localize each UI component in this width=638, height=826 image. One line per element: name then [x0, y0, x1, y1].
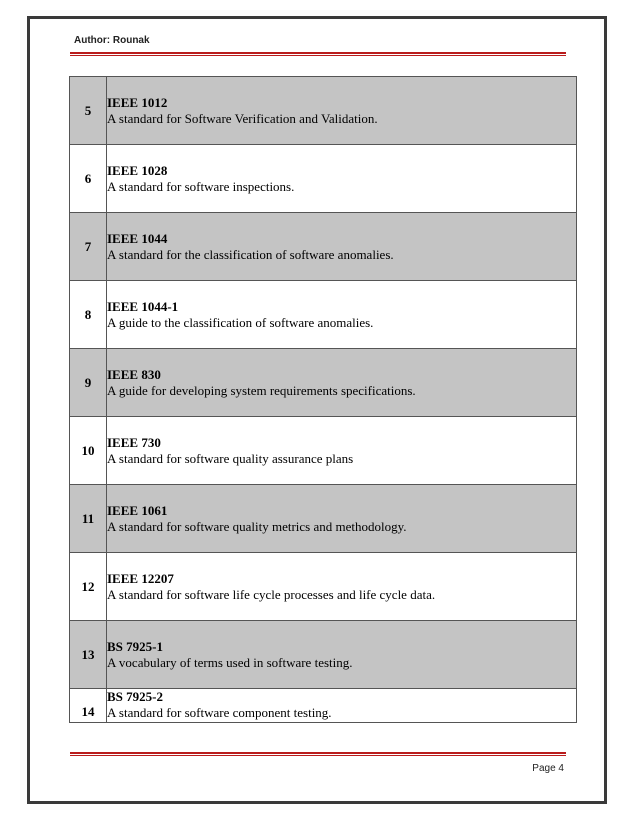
row-number: 12 [70, 553, 107, 621]
row-number: 7 [70, 213, 107, 281]
row-number: 8 [70, 281, 107, 349]
standard-description: A standard for software component testing. [107, 705, 332, 720]
standard-code: IEEE 1061 [107, 502, 168, 518]
standard-description: A vocabulary of terms used in software testing. [107, 654, 353, 670]
standard-code: BS 7925-1 [107, 638, 163, 654]
row-content [107, 77, 577, 145]
standard-description: A guide for developing system requirements specifications. [107, 382, 416, 398]
table-row [70, 689, 577, 723]
standards-table [69, 76, 577, 723]
table-row [70, 349, 577, 417]
row-number: 11 [70, 485, 107, 553]
standard-code: IEEE 730 [107, 434, 161, 450]
standard-description: A standard for the classification of software anomalies. [107, 246, 394, 262]
standard-code: BS 7925-2 [107, 689, 163, 704]
standard-code: IEEE 1012 [107, 94, 168, 110]
row-content [107, 213, 577, 281]
row-content [107, 349, 577, 417]
table-row [70, 485, 577, 553]
row-content [107, 553, 577, 621]
standard-description: A standard for Software Verification and Validation. [107, 110, 378, 126]
standard-code: IEEE 1044-1 [107, 298, 179, 314]
header-rule [70, 52, 566, 56]
table-row [70, 553, 577, 621]
row-number: 10 [70, 417, 107, 485]
page-number: Page 4 [532, 763, 564, 774]
row-content [107, 689, 577, 723]
standard-code: IEEE 12207 [107, 570, 174, 586]
row-content [107, 145, 577, 213]
table-row [70, 281, 577, 349]
table-row [70, 145, 577, 213]
standard-description: A standard for software life cycle processes and life cycle data. [107, 586, 436, 602]
row-content [107, 417, 577, 485]
table-row [70, 77, 577, 145]
standard-description: A standard for software quality metrics and methodology. [107, 518, 407, 534]
row-content [107, 621, 577, 689]
standard-code: IEEE 1044 [107, 230, 168, 246]
standard-code: IEEE 1028 [107, 162, 168, 178]
standard-description: A standard for software inspections. [107, 178, 295, 194]
row-number: 5 [70, 77, 107, 145]
row-number: 14 [70, 689, 107, 723]
footer-rule [70, 752, 566, 756]
standard-description: A guide to the classification of software anomalies. [107, 314, 374, 330]
standard-description: A standard for software quality assurance plans [107, 450, 354, 466]
row-number: 13 [70, 621, 107, 689]
row-number: 9 [70, 349, 107, 417]
row-content [107, 485, 577, 553]
author-header: Author: Rounak [74, 35, 150, 46]
table-row [70, 417, 577, 485]
row-content [107, 281, 577, 349]
table-row [70, 621, 577, 689]
standard-code: IEEE 830 [107, 366, 161, 382]
table-row [70, 213, 577, 281]
row-number: 6 [70, 145, 107, 213]
